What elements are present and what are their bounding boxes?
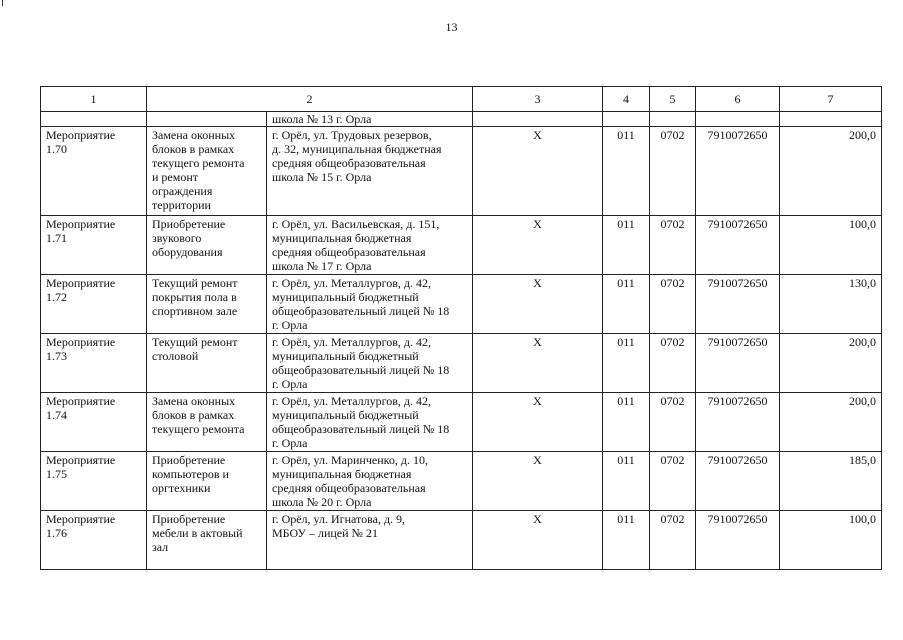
col3-value: Х bbox=[473, 452, 603, 511]
col3-value: Х bbox=[473, 127, 603, 216]
header-col-1: 1 bbox=[41, 87, 147, 112]
col5-value: 0702 bbox=[650, 275, 696, 334]
col5-value: 0702 bbox=[650, 511, 696, 570]
continuation-col-3 bbox=[473, 112, 603, 127]
col6-value: 7910072650 bbox=[696, 511, 780, 570]
amount-value: 200,0 bbox=[780, 393, 882, 452]
amount-value: 200,0 bbox=[780, 334, 882, 393]
scan-mark bbox=[2, 0, 3, 6]
event-name: Замена оконных блоков в рамках текущего ремонта и ремонт ограждения территории bbox=[152, 128, 245, 212]
col5-value: 0702 bbox=[650, 334, 696, 393]
table-row bbox=[41, 334, 882, 393]
event-address: г. Орёл, ул. Маринченко, д. 10, муниципальная бюджетная средняя общеобразовательная школа № 20 г. Орла bbox=[272, 453, 428, 509]
continuation-col-5 bbox=[650, 112, 696, 127]
header-col-7: 7 bbox=[780, 87, 882, 112]
table-row bbox=[41, 393, 882, 452]
col3-value: Х bbox=[473, 334, 603, 393]
amount-value: 100,0 bbox=[780, 511, 882, 570]
col4-value: 011 bbox=[603, 393, 650, 452]
event-address: г. Орёл, ул. Трудовых резервов, д. 32, муниципальная бюджетная средняя общеобразовательная школа № 15 г. Орла bbox=[272, 128, 442, 184]
continuation-col-4 bbox=[603, 112, 650, 127]
col3-value: Х bbox=[473, 275, 603, 334]
header-col-2: 2 bbox=[147, 87, 473, 112]
col5-value: 0702 bbox=[650, 127, 696, 216]
continuation-col-6 bbox=[696, 112, 780, 127]
event-address: г. Орёл, ул. Металлургов, д. 42, муниципальный бюджетный общеобразовательный лицей № 18 г. Орла bbox=[272, 394, 450, 450]
amount-value: 185,0 bbox=[780, 452, 882, 511]
col4-value: 011 bbox=[603, 334, 650, 393]
event-name: Текущий ремонт столовой bbox=[152, 335, 238, 363]
header-col-5: 5 bbox=[650, 87, 696, 112]
page-number: 13 bbox=[445, 20, 458, 34]
continuation-col-1 bbox=[41, 112, 147, 127]
col6-value: 7910072650 bbox=[696, 452, 780, 511]
continuation-col-7 bbox=[780, 112, 882, 127]
table-row-continuation bbox=[41, 112, 882, 127]
col5-value: 0702 bbox=[650, 452, 696, 511]
event-address: г. Орёл, ул. Металлургов, д. 42, муниципальный бюджетный общеобразовательный лицей № 18 г. Орла bbox=[272, 276, 450, 332]
event-name: Приобретение мебели в актовый зал bbox=[152, 512, 243, 554]
col6-value: 7910072650 bbox=[696, 334, 780, 393]
table-row bbox=[41, 511, 882, 570]
col3-value: Х bbox=[473, 216, 603, 275]
col4-value: 011 bbox=[603, 511, 650, 570]
col6-value: 7910072650 bbox=[696, 216, 780, 275]
event-id: Мероприятие 1.71 bbox=[46, 217, 116, 245]
col4-value: 011 bbox=[603, 275, 650, 334]
col4-value: 011 bbox=[603, 216, 650, 275]
col4-value: 011 bbox=[603, 127, 650, 216]
amount-value: 200,0 bbox=[780, 127, 882, 216]
event-id: Мероприятие 1.76 bbox=[46, 512, 116, 540]
event-name: Текущий ремонт покрытия пола в спортивном зале bbox=[152, 276, 238, 318]
table-row bbox=[41, 216, 882, 275]
event-address: г. Орёл, ул. Васильевская, д. 151, муниципальная бюджетная средняя общеобразовательная школа № 17 г. Орла bbox=[272, 217, 440, 273]
event-address: г. Орёл, ул. Металлургов, д. 42, муниципальный бюджетный общеобразовательный лицей № 18 г. Орла bbox=[272, 335, 450, 391]
header-col-6: 6 bbox=[696, 87, 780, 112]
event-name: Приобретение звукового оборудования bbox=[152, 217, 226, 259]
budget-table bbox=[40, 86, 882, 570]
continuation-col-2b: школа № 13 г. Орла bbox=[267, 112, 473, 127]
event-name: Приобретение компьютеров и оргтехники bbox=[152, 453, 229, 495]
continuation-col-2a bbox=[147, 112, 267, 127]
col5-value: 0702 bbox=[650, 216, 696, 275]
col3-value: Х bbox=[473, 511, 603, 570]
col3-value: Х bbox=[473, 393, 603, 452]
table-row bbox=[41, 127, 882, 216]
header-row bbox=[41, 87, 882, 112]
col6-value: 7910072650 bbox=[696, 127, 780, 216]
col5-value: 0702 bbox=[650, 393, 696, 452]
col6-value: 7910072650 bbox=[696, 275, 780, 334]
event-id: Мероприятие 1.73 bbox=[46, 335, 116, 363]
amount-value: 100,0 bbox=[780, 216, 882, 275]
event-name: Замена оконных блоков в рамках текущего ремонта bbox=[152, 394, 245, 436]
header-col-3: 3 bbox=[473, 87, 603, 112]
event-id: Мероприятие 1.75 bbox=[46, 453, 116, 481]
header-col-4: 4 bbox=[603, 87, 650, 112]
table-row bbox=[41, 275, 882, 334]
event-id: Мероприятие 1.72 bbox=[46, 276, 116, 304]
event-address: г. Орёл, ул. Игнатова, д. 9, МБОУ – лицей № 21 bbox=[272, 512, 406, 540]
event-id: Мероприятие 1.70 bbox=[46, 128, 116, 156]
amount-value: 130,0 bbox=[780, 275, 882, 334]
table-row bbox=[41, 452, 882, 511]
col6-value: 7910072650 bbox=[696, 393, 780, 452]
event-id: Мероприятие 1.74 bbox=[46, 394, 116, 422]
col4-value: 011 bbox=[603, 452, 650, 511]
